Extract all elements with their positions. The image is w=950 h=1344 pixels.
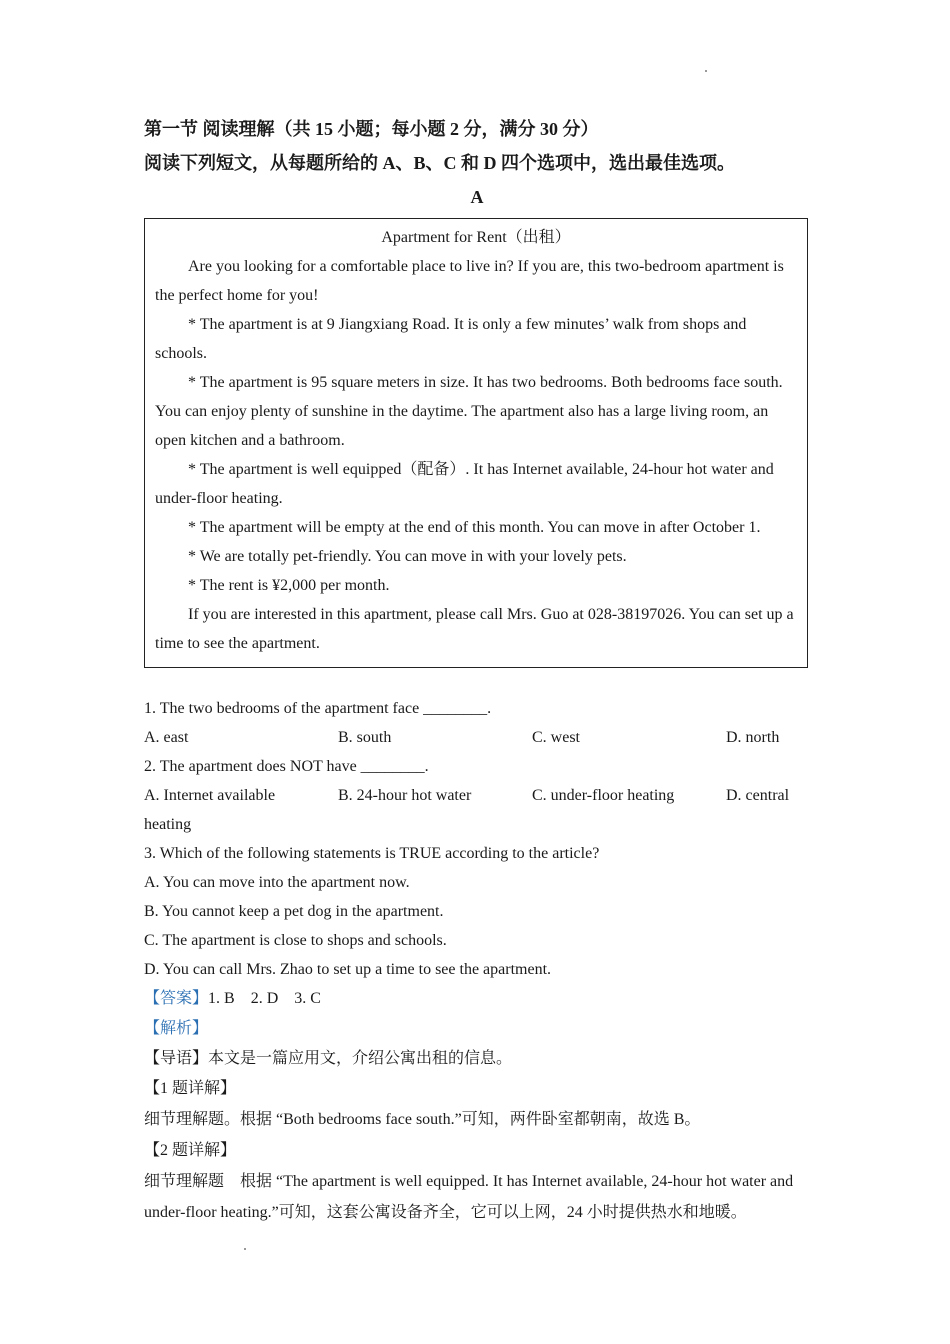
- answer-label: 【答案】: [144, 990, 209, 1007]
- detail-2-text: 细节理解题 根据 “The apartment is well equipped. It has Internet available, 24-hour hot water and under-floor heating.”可知，这套公寓设备齐全，它可以上网，24 小时提供热水和地暖。: [144, 1173, 794, 1221]
- passage-paragraph: * The apartment will be empty at the end of this month. You can move in after October 1.: [188, 519, 761, 536]
- answer-value: 1. B 2. D 3. C: [208, 990, 321, 1007]
- passage-letter: A: [470, 187, 484, 207]
- question-2-stem: 2. The apartment does NOT have ________.: [144, 758, 429, 775]
- question-1-options: [144, 723, 810, 752]
- detail-1-label: 【1 题详解】: [144, 1080, 237, 1097]
- question-3-stem: 3. Which of the following statements is TRUE according to the article?: [144, 845, 600, 862]
- corner-mark-bottom: [244, 1248, 246, 1250]
- option-d: D. central: [726, 787, 790, 804]
- passage-paragraph: * The apartment is well equipped（配备）. It has Internet available, 24-hour hot water and under-floor heating.: [155, 461, 774, 507]
- option-b: B. You cannot keep a pet dog in the apartment.: [144, 903, 444, 920]
- passage-paragraph: * We are totally pet-friendly. You can move in with your lovely pets.: [188, 548, 627, 565]
- option-d: D. north: [726, 729, 780, 746]
- section-instruction: 阅读下列短文，从每题所给的 A、B、C 和 D 四个选项中，选出最佳选项。: [144, 153, 735, 173]
- detail-2-label: 【2 题详解】: [144, 1142, 237, 1159]
- passage-paragraph: * The rent is ¥2,000 per month.: [188, 577, 390, 594]
- passage-title: Apartment for Rent（出租）: [381, 229, 571, 246]
- option-a: A. east: [144, 729, 189, 746]
- option-d: D. You can call Mrs. Zhao to set up a time to see the apartment.: [144, 961, 552, 978]
- answer-section: [144, 984, 810, 1228]
- option-a: A. You can move into the apartment now.: [144, 874, 410, 891]
- analysis-label: 【解析】: [144, 1020, 209, 1037]
- passage-paragraph: Are you looking for a comfortable place to live in? If you are, this two-bedroom apartment is the perfect home for you!: [155, 258, 784, 304]
- passage-box: [144, 218, 808, 668]
- guide-text: 【导语】本文是一篇应用文，介绍公寓出租的信息。: [144, 1050, 513, 1067]
- detail-1-text: 细节理解题。根据 “Both bedrooms face south.”可知，两件卧室都朝南，故选 B。: [144, 1111, 701, 1128]
- section-title: 第一节 阅读理解（共 15 小题；每小题 2 分，满分 30 分）: [144, 119, 599, 139]
- option-d-continued: heating: [144, 816, 192, 833]
- passage-paragraph: * The apartment is 95 square meters in size. It has two bedrooms. Both bedrooms face south. You can enjoy plenty of sunshine in the daytime. The apartment also has a large living room, an open kitchen and a bathroom.: [155, 374, 783, 449]
- answer-line: [144, 984, 810, 1014]
- passage-paragraph: * The apartment is at 9 Jiangxiang Road. It is only a few minutes’ walk from shops and schools.: [155, 316, 747, 362]
- passage-paragraph: If you are interested in this apartment, please call Mrs. Guo at 028-38197026. You can set up a time to see the apartment.: [155, 606, 794, 652]
- question-2-options: [144, 781, 810, 810]
- option-c: C. under-floor heating: [532, 787, 675, 804]
- option-c: C. The apartment is close to shops and schools.: [144, 932, 447, 949]
- corner-mark-top: [705, 70, 707, 72]
- question-1-stem: 1. The two bedrooms of the apartment face ________.: [144, 700, 492, 717]
- questions: [144, 694, 810, 984]
- option-b: B. 24-hour hot water: [338, 787, 472, 804]
- option-a: A. Internet available: [144, 787, 276, 804]
- option-b: B. south: [338, 729, 392, 746]
- option-c: C. west: [532, 729, 580, 746]
